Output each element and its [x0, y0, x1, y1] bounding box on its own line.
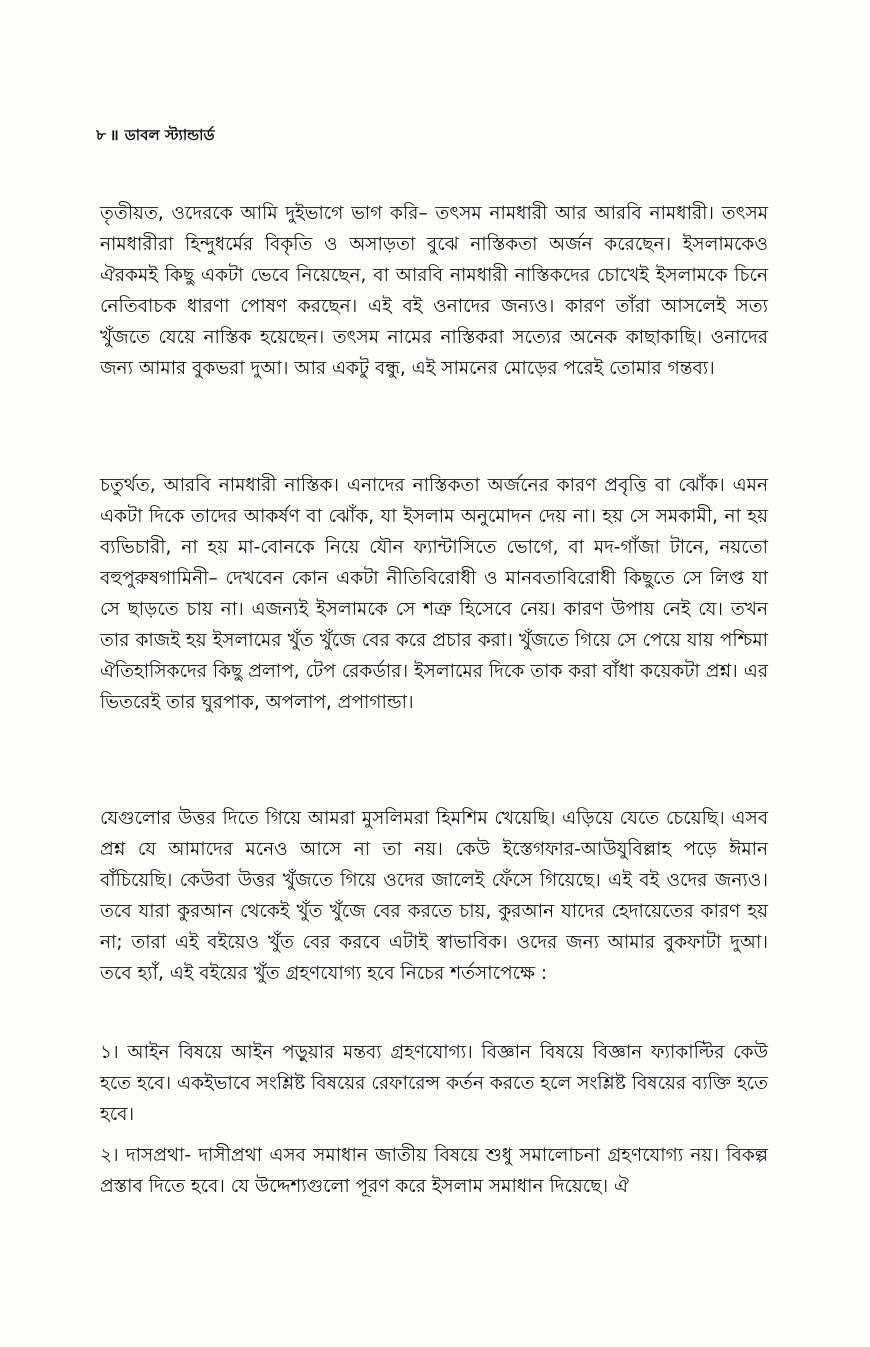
book-title: ডাবল স্ট্যান্ডার্ড: [124, 126, 215, 144]
running-header: [96, 124, 215, 149]
paragraph-fourth-group: চতুর্থত, আরবি নামধারী নাস্তিক। এনাদের নাস্তিকতা অর্জনের কারণ প্রবৃত্তি বা ঝোঁক। এমন একটা দিকে তাদের আকর্ষণ বা ঝোঁক, যা ইসলাম অনুমোদন দেয় না। হয় সে সমকামী, না হয় ব্যভিচারী, না হয় মা-বোনকে নিয়ে যৌন ফ্যান্টাসিতে ভোগে, বা মদ-গাঁজা টানে, নয়তো বহুপুরুষগামিনী– দেখবেন কোন একটা নীতিবিরোধী ও মানবতাবিরোধী কিছুতে সে লিপ্ত যা সে ছাড়তে চায় না। এজন্যই ইসলামকে সে শত্রু হিসেবে নেয়। কারণ উপায় নেই যে। তখন তার কাজই হয় ইসলামের খুঁত খুঁজে বের করে প্রচার করা। খুঁজতে গিয়ে সে পেয়ে যায় পশ্চিমা ঐতিহাসিকদের কিছু প্রলাপ, টেপ রেকর্ডার। ইসলামের দিকে তাক করা বাঁধা কয়েকটা প্রশ্ন। এর ভিতরেই তার ঘুরপাক, অপলাপ, প্রপাগান্ডা।: [100, 475, 768, 713]
condition-item-2: ২। দাসপ্রথা- দাসীপ্রথা এসব সমাধান জাতীয় বিষয়ে শুধু সমালোচনা গ্রহণযোগ্য নয়। বিকল্প প্রস্তাব দিতে হবে। যে উদ্দেশ্যগুলো পূরণ করে ইসলাম সমাধান দিয়েছে। ঐ: [100, 1145, 768, 1197]
paragraph-conditions-intro: যেগুলোর উত্তর দিতে গিয়ে আমরা মুসলিমরা হিমশিম খেয়েছি। এড়িয়ে যেতে চেয়েছি। এসব প্রশ্ন যে আমাদের মনেও আসে না তা নয়। কেউ ইস্তেগফার-আউযুবিল্লাহ পড়ে ঈমান বাঁচিয়েছি। কেউবা উত্তর খুঁজতে গিয়ে ওদের জালেই ফেঁসে গিয়েছে। এই বই ওদের জন্যও। তবে যারা কুরআন থেকেই খুঁত খুঁজে বের করতে চায়, কুরআন যাদের হেদায়েতের কারণ হয় না; তারা এই বইয়েও খুঁত বের করবে এটাই স্বাভাবিক। ওদের জন্য আমার বুকফাটা দুআ। তবে হ্যাঁ, এই বইয়ের খুঁত গ্রহণযোগ্য হবে নিচের শর্তসাপেক্ষে :: [100, 808, 768, 984]
paragraph-third-group: তৃতীয়ত, ওদেরকে আমি দুইভাগে ভাগ করি– তৎসম নামধারী আর আরবি নামধারী। তৎসম নামধারীরা হিন্দুধর্মের বিকৃতি ও অসাড়তা বুঝে নাস্তিকতা অর্জন করেছেন। ইসলামকেও ঐরকমই কিছু একটা ভেবে নিয়েছেন, বা আরবি নামধারী নাস্তিকদের চোখেই ইসলামকে চিনে নেতিবাচক ধারণা পোষণ করছেন। এই বই ওনাদের জন্যও। কারণ তাঁরা আসলেই সত্য খুঁজতে যেয়ে নাস্তিক হয়েছেন। তৎসম নামের নাস্তিকরা সত্যের অনেক কাছাকাছি। ওনাদের জন্য আমার বুকভরা দুআ। আর একটু বন্ধু, এই সামনের মোড়ের পরেই তোমার গন্তব্য।: [100, 203, 768, 379]
page-number: ৮: [96, 126, 106, 144]
header-separator: ॥: [109, 126, 119, 144]
condition-item-1: ১। আইন বিষয়ে আইন পড়ুয়ার মন্তব্য গ্রহণযোগ্য। বিজ্ঞান বিষয়ে বিজ্ঞান ফ্যাকাল্টির কেউ হতে হবে। একইভাবে সংশ্লিষ্ট বিষয়ের রেফারেন্স কর্তন করতে হলে সংশ্লিষ্ট বিষয়ের ব্যক্তি হতে হবে।: [100, 1042, 768, 1125]
